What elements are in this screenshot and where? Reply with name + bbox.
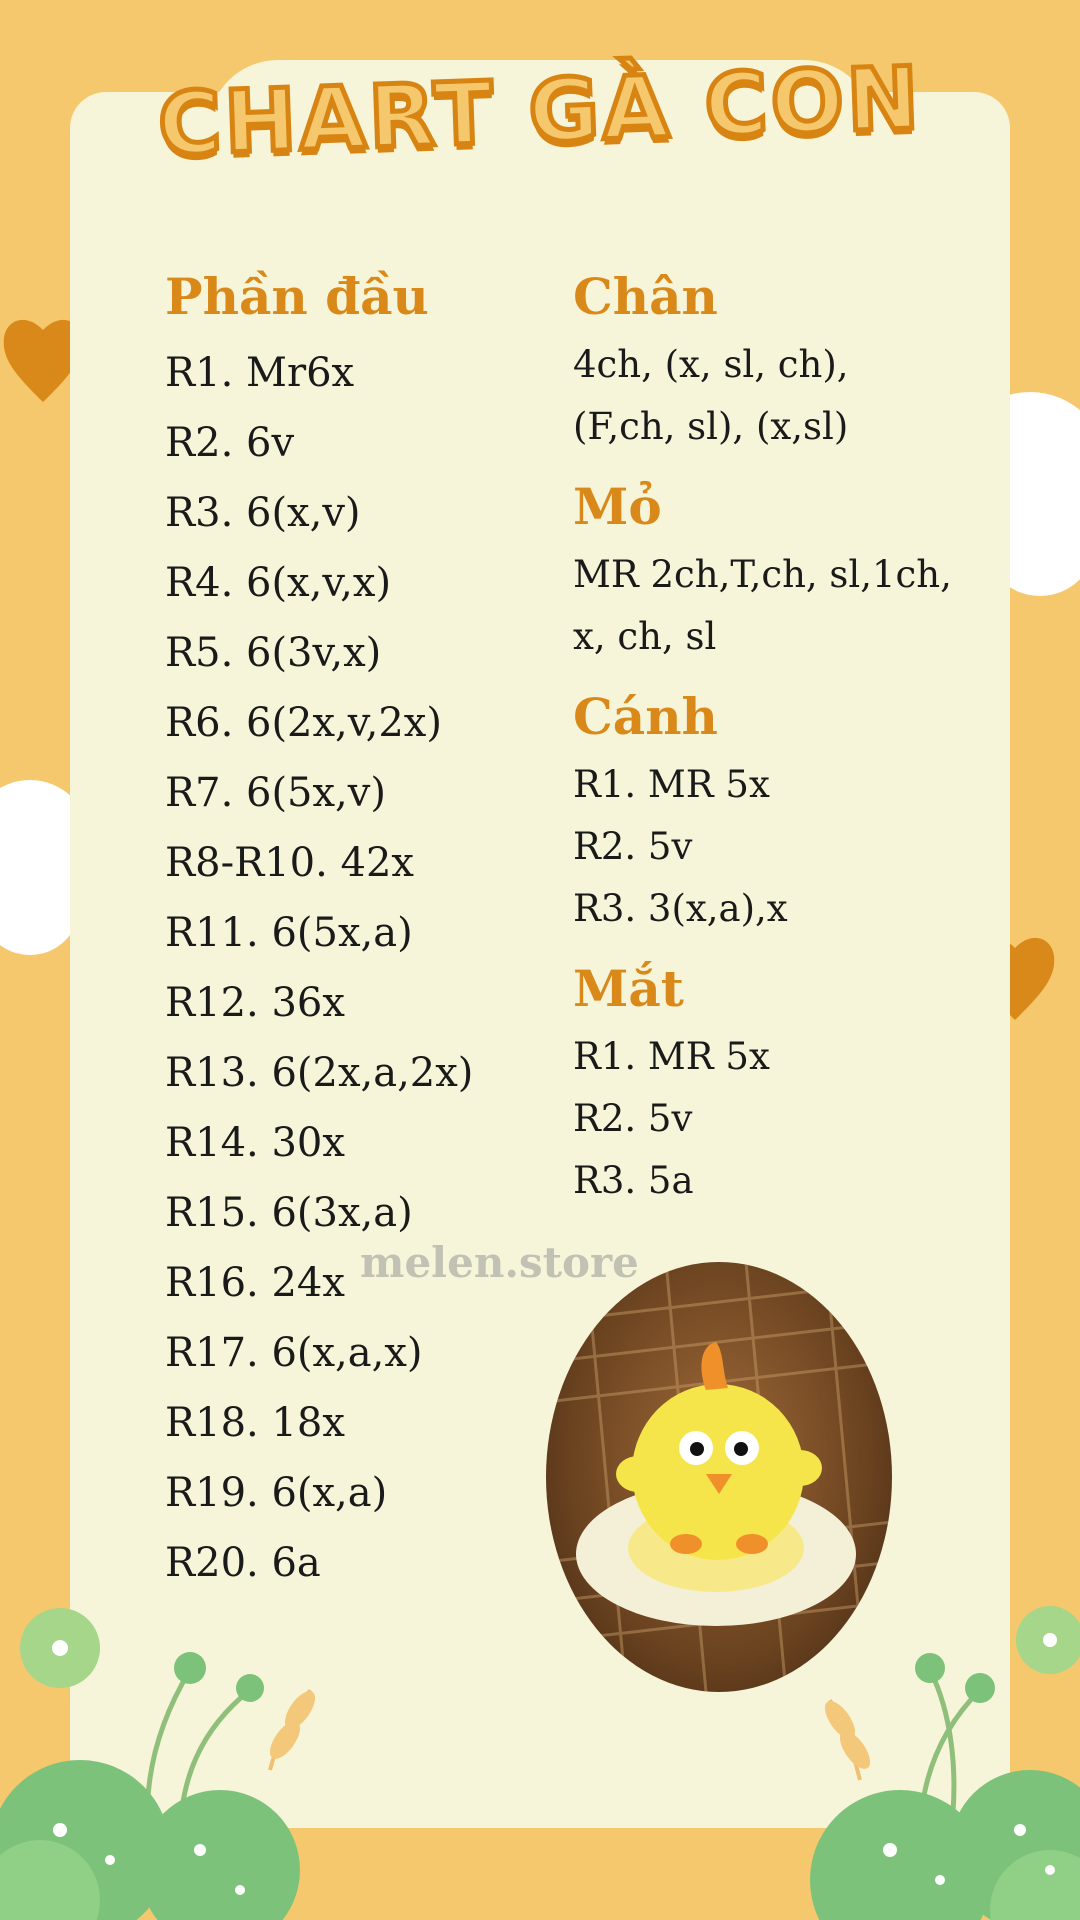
head-row: R16. 24x (165, 1260, 345, 1306)
beak-row: MR 2ch,T,ch, sl,1ch, (573, 553, 952, 596)
eye-heading: Mắt (573, 959, 684, 1018)
head-row: R3. 6(x,v) (165, 490, 361, 536)
head-row: R7. 6(5x,v) (165, 770, 386, 816)
beak-row: x, ch, sl (573, 615, 717, 658)
beak-section (573, 472, 993, 668)
head-row: R5. 6(3v,x) (165, 630, 382, 676)
eye-row: R3. 5a (573, 1159, 694, 1202)
legs-row: 4ch, (x, sl, ch), (573, 343, 849, 386)
plant-decoration-right (800, 1580, 1080, 1920)
head-row: R4. 6(x,v,x) (165, 560, 392, 606)
head-row: R18. 18x (165, 1400, 345, 1446)
head-row: R17. 6(x,a,x) (165, 1330, 423, 1376)
beak-heading: Mỏ (573, 477, 662, 536)
head-row: R13. 6(2x,a,2x) (165, 1050, 474, 1096)
legs-section (573, 262, 993, 458)
head-row: R1. Mr6x (165, 350, 355, 396)
head-row: R15. 6(3x,a) (165, 1190, 413, 1236)
wing-section (573, 682, 993, 940)
right-column (573, 262, 993, 1226)
head-row: R11. 6(5x,a) (165, 910, 413, 956)
eye-row: R2. 5v (573, 1097, 693, 1140)
legs-heading: Chân (573, 267, 718, 326)
head-row: R20. 6a (165, 1540, 321, 1586)
head-row: R2. 6v (165, 420, 295, 466)
plant-decoration-left (0, 1600, 340, 1920)
wing-heading: Cánh (573, 687, 718, 746)
head-row: R19. 6(x,a) (165, 1470, 388, 1516)
head-row: R6. 6(2x,v,2x) (165, 700, 442, 746)
head-row: R8-R10. 42x (165, 840, 414, 886)
watermark: melen.store (360, 1238, 639, 1287)
legs-row: (F,ch, sl), (x,sl) (573, 405, 849, 448)
head-heading: Phần đầu (165, 267, 429, 326)
wing-row: R3. 3(x,a),x (573, 887, 788, 930)
head-row: R14. 30x (165, 1120, 345, 1166)
eye-row: R1. MR 5x (573, 1035, 770, 1078)
wing-row: R1. MR 5x (573, 763, 770, 806)
head-row: R12. 36x (165, 980, 345, 1026)
eye-section (573, 954, 993, 1212)
head-section (165, 262, 473, 1598)
page-title: CHART GÀ CON (156, 48, 924, 176)
wing-row: R2. 5v (573, 825, 693, 868)
